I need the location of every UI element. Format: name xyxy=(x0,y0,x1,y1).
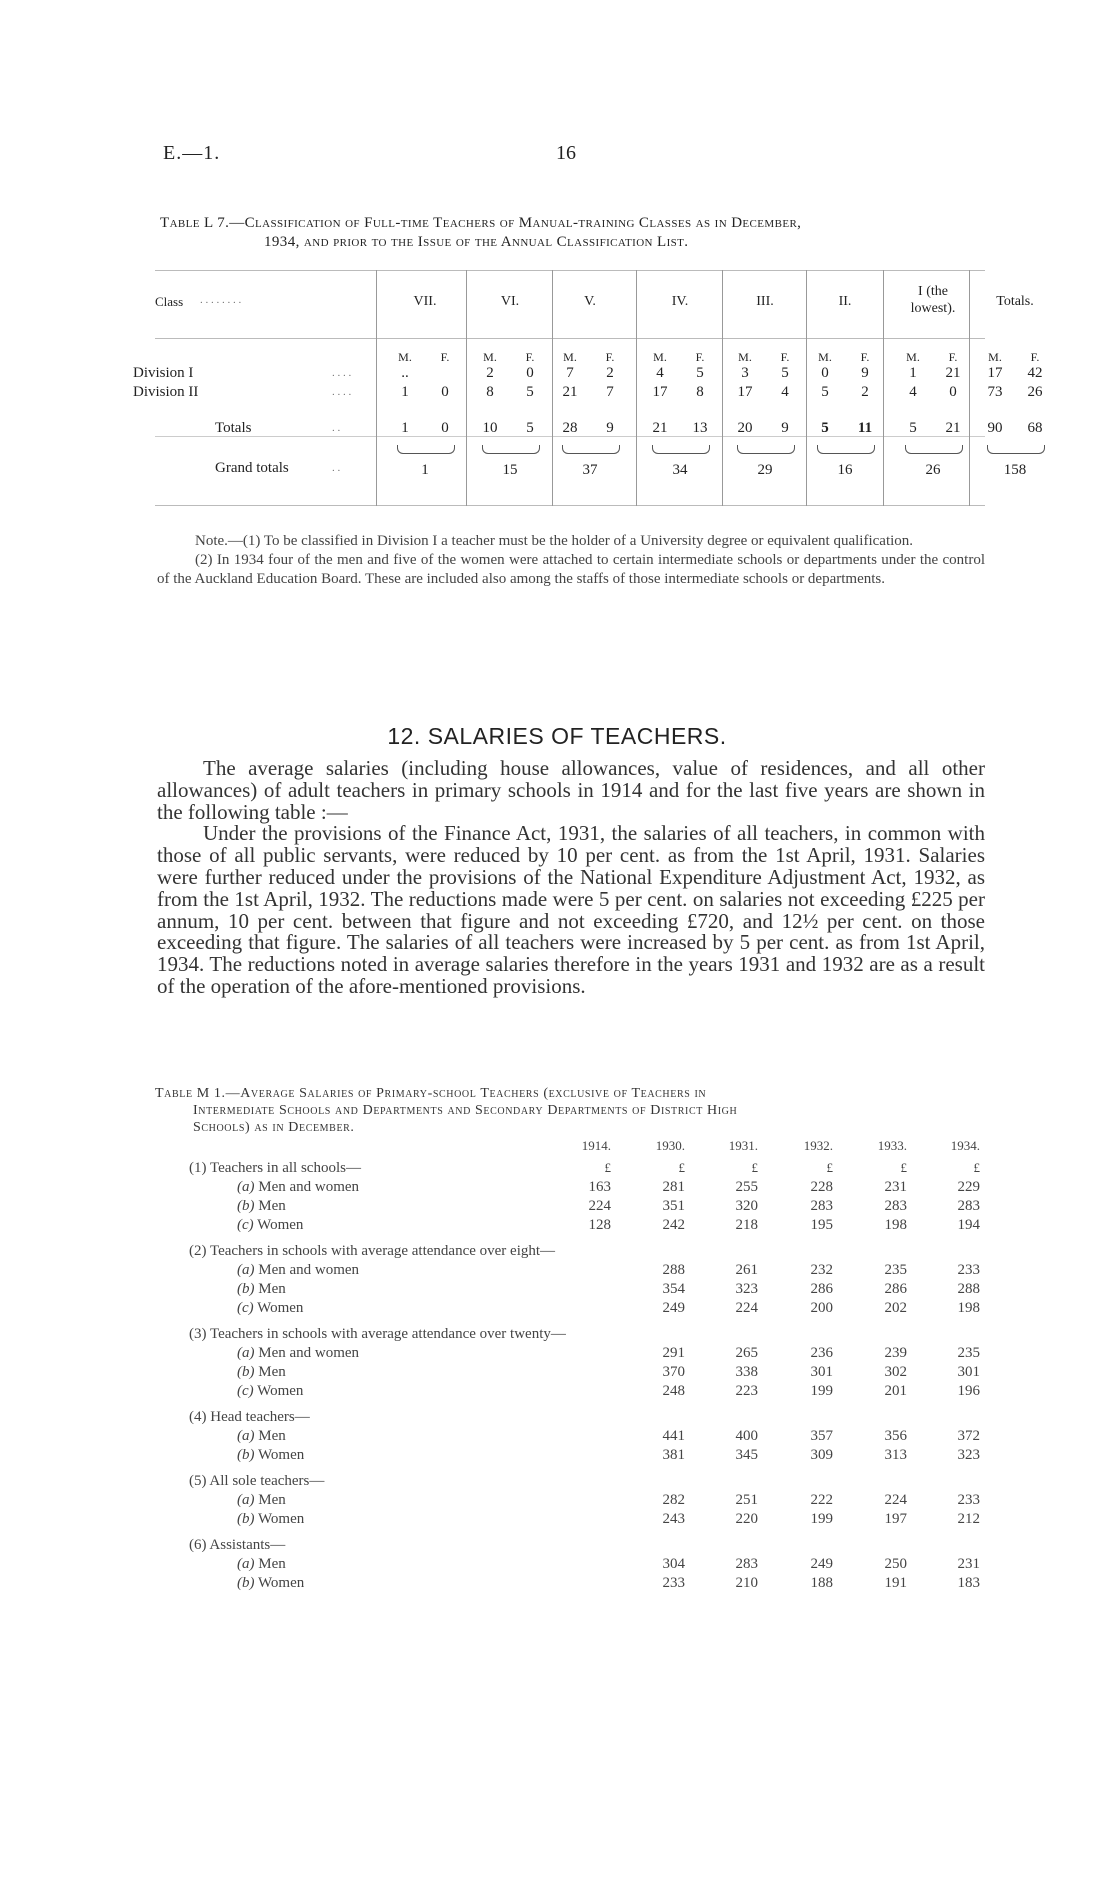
row-letter: (b) xyxy=(237,1447,255,1463)
column-divider xyxy=(636,270,637,506)
salary-value: 232 xyxy=(810,1262,833,1278)
currency-symbol: £ xyxy=(826,1160,833,1175)
salary-value: 163 xyxy=(588,1179,611,1195)
table-cell: 13 xyxy=(692,420,708,436)
year-header: 1934. xyxy=(950,1138,980,1153)
salary-value: 261 xyxy=(735,1262,758,1278)
row-label: Division I xyxy=(133,365,194,381)
row-letter: (b) xyxy=(237,1364,255,1380)
salary-value: 288 xyxy=(957,1281,980,1297)
column-header-continued: lowest). xyxy=(910,301,956,316)
column-header: IV. xyxy=(671,294,689,309)
row-letter: (a) xyxy=(237,1345,255,1361)
grand-total-cell: 34 xyxy=(672,462,688,478)
section-title: 12. SALARIES OF TEACHERS. xyxy=(387,723,727,749)
year-header: 1930. xyxy=(655,1138,685,1153)
salary-value: 212 xyxy=(957,1511,980,1527)
salary-value: 128 xyxy=(588,1217,611,1233)
year-header: 1933. xyxy=(877,1138,907,1153)
grouping-brace xyxy=(482,445,540,454)
salary-value: 323 xyxy=(735,1281,758,1297)
table-cell: 17 xyxy=(987,365,1003,381)
salary-value: 286 xyxy=(884,1281,907,1297)
salary-value: 338 xyxy=(735,1364,758,1380)
currency-symbol: £ xyxy=(604,1160,611,1175)
table-m1-title-line3: Schools) as in December. xyxy=(193,1120,355,1135)
salary-value: 198 xyxy=(957,1300,980,1316)
column-header: III. xyxy=(756,294,774,309)
salary-value: 301 xyxy=(810,1364,833,1380)
salary-value: 251 xyxy=(735,1492,758,1508)
salary-value: 320 xyxy=(735,1198,758,1214)
salary-value: 370 xyxy=(662,1364,685,1380)
column-divider xyxy=(883,270,884,506)
year-header: 1914. xyxy=(581,1138,611,1153)
column-header: VI. xyxy=(500,294,520,309)
table-cell: 3 xyxy=(741,365,749,381)
salary-value: 239 xyxy=(884,1345,907,1361)
mf-label-male: M. xyxy=(738,350,752,364)
table-cell: 8 xyxy=(696,384,704,400)
group-heading: (6) Assistants— xyxy=(189,1537,286,1553)
table-l7-title-line2: 1934, and prior to the Issue of the Annual Classification List. xyxy=(264,234,689,250)
row-dots: . . xyxy=(332,422,341,434)
salary-value: 345 xyxy=(735,1447,758,1463)
mf-label-male: M. xyxy=(398,350,412,364)
row-letter: (a) xyxy=(237,1262,255,1278)
table-m1-title-line2: Intermediate Schools and Departments and Secondary Departments of District High xyxy=(193,1103,738,1118)
salary-value: 291 xyxy=(662,1345,685,1361)
salary-value: 354 xyxy=(662,1281,685,1297)
salary-value: 441 xyxy=(662,1428,685,1444)
grand-total-cell: 15 xyxy=(502,462,518,478)
salary-value: 235 xyxy=(884,1262,907,1278)
table-cell: 5 xyxy=(696,365,704,381)
salary-value: 183 xyxy=(957,1575,980,1591)
table-cell: 21 xyxy=(652,420,668,436)
table-cell: 2 xyxy=(486,365,494,381)
salary-value: 195 xyxy=(810,1217,833,1233)
table-cell: 68 xyxy=(1027,420,1043,436)
column-header: II. xyxy=(838,294,852,309)
column-header: VII. xyxy=(413,294,437,309)
salary-row-label: (c) Women xyxy=(237,1300,304,1316)
salary-row-label: (a) Men xyxy=(237,1492,286,1508)
group-heading: (4) Head teachers— xyxy=(189,1409,310,1425)
salary-value: 233 xyxy=(957,1492,980,1508)
row-label: Division II xyxy=(133,384,199,400)
salary-value: 250 xyxy=(884,1556,907,1572)
table-cell: 9 xyxy=(606,420,614,436)
salary-value: 235 xyxy=(957,1345,980,1361)
column-header: V. xyxy=(584,294,596,309)
document-reference: E.—1. xyxy=(163,142,221,164)
table-cell: 17 xyxy=(652,384,668,400)
currency-symbol: £ xyxy=(751,1160,758,1175)
salary-value: 236 xyxy=(810,1345,833,1361)
grand-totals-dots: . . xyxy=(332,462,341,474)
table-l7-note xyxy=(157,532,985,589)
table-cell: 28 xyxy=(562,420,578,436)
salary-value: 233 xyxy=(662,1575,685,1591)
table-cell: 0 xyxy=(821,365,829,381)
salary-row-label: (a) Men and women xyxy=(237,1345,360,1361)
table-m1-title-line1: Table M 1.—Average Salaries of Primary-school Teachers (exclusive of Teachers in xyxy=(155,1086,707,1101)
mf-label-male: M. xyxy=(988,350,1002,364)
table-cell: 42 xyxy=(1027,365,1043,381)
group-heading: (5) All sole teachers— xyxy=(189,1473,325,1489)
salary-row-label: (a) Men xyxy=(237,1556,286,1572)
group-heading: (3) Teachers in schools with average attendance over twenty— xyxy=(189,1326,566,1342)
table-cell: 0 xyxy=(526,365,534,381)
row-letter: (a) xyxy=(237,1556,255,1572)
salary-value: 309 xyxy=(810,1447,833,1463)
table-cell: 17 xyxy=(737,384,753,400)
table-cell: 4 xyxy=(656,365,664,381)
salary-value: 381 xyxy=(662,1447,685,1463)
salary-value: 304 xyxy=(662,1556,685,1572)
group-heading: (2) Teachers in schools with average attendance over eight— xyxy=(189,1243,556,1259)
salary-value: 220 xyxy=(735,1511,758,1527)
table-cell: 7 xyxy=(566,365,574,381)
salary-row-label: (c) Women xyxy=(237,1383,304,1399)
grand-totals-label: Grand totals xyxy=(215,460,289,476)
body-paragraph-1: The average salaries (including house allowances, value of residences, and all other allowances) of adult teachers in primary schools in 1914 and for the last five years are shown in the following table :— xyxy=(157,756,985,824)
salary-value: 194 xyxy=(957,1217,980,1233)
column-divider xyxy=(376,270,377,506)
salary-row-label: (a) Men and women xyxy=(237,1179,360,1195)
salary-value: 210 xyxy=(735,1575,758,1591)
salary-value: 229 xyxy=(957,1179,980,1195)
salary-row-label: (b) Men xyxy=(237,1198,286,1214)
grouping-brace xyxy=(397,445,455,454)
salary-value: 281 xyxy=(662,1179,685,1195)
table-cell: 8 xyxy=(486,384,494,400)
note-paragraph-2: (2) In 1934 four of the men and five of the women were attached to certain intermediate schools or departments under the control of the Auckland Education Board. These are included also among the staffs of those intermediate schools or departments. xyxy=(157,552,985,587)
grand-total-cell: 16 xyxy=(837,462,853,478)
mf-label-male: M. xyxy=(563,350,577,364)
row-letter: (a) xyxy=(237,1492,255,1508)
table-cell: 1 xyxy=(401,420,409,436)
salary-value: 200 xyxy=(810,1300,833,1316)
salary-row-label: (b) Men xyxy=(237,1364,286,1380)
salary-value: 199 xyxy=(810,1383,833,1399)
body-paragraph-2: Under the provisions of the Finance Act, 1931, the salaries of all teachers, in common with those of all public servants, were reduced by 10 per cent. as from the 1st April, 1931. Salaries were further reduced under the provisions of the National Expenditure Adjustment Act, 1932, as from the 1st April, 1932. The reductions made were 5 per cent. on salaries not exceeding £225 per annum, 10 per cent. between that figure and not exceeding £720, and 12½ per cent. on those exceeding that figure. The salaries of all teachers were increased by 5 per cent. as from 1st April, 1934. The reductions noted in average salaries therefore in the years 1931 and 1932 are as a result of the operation of the afore-mentioned provisions. xyxy=(157,821,985,998)
salary-value: 228 xyxy=(810,1179,833,1195)
grand-total-cell: 29 xyxy=(757,462,773,478)
salary-value: 222 xyxy=(810,1492,833,1508)
salary-row-label: (b) Men xyxy=(237,1281,286,1297)
row-letter: (b) xyxy=(237,1575,255,1591)
salary-value: 197 xyxy=(884,1511,907,1527)
table-cell: 5 xyxy=(909,420,917,436)
salary-value: 243 xyxy=(662,1511,685,1527)
grouping-brace xyxy=(652,445,710,454)
page-number: 16 xyxy=(556,142,576,164)
table-cell: 2 xyxy=(861,384,869,400)
salary-value: 202 xyxy=(884,1300,907,1316)
table-cell: 21 xyxy=(945,420,961,436)
salary-value: 301 xyxy=(957,1364,980,1380)
grand-total-cell: 1 xyxy=(421,462,429,478)
grouping-brace xyxy=(987,445,1045,454)
table-cell: 0 xyxy=(949,384,957,400)
table-cell: 11 xyxy=(857,420,873,436)
salary-value: 323 xyxy=(957,1447,980,1463)
column-header: I (the xyxy=(918,284,948,299)
currency-symbol: £ xyxy=(678,1160,685,1175)
table-cell: 2 xyxy=(606,365,614,381)
table-cell: 4 xyxy=(781,384,789,400)
salary-row-label: (a) Men and women xyxy=(237,1262,360,1278)
table-l7-title xyxy=(160,214,980,252)
table-cell: 1 xyxy=(909,365,917,381)
grouping-brace xyxy=(737,445,795,454)
mf-label-female: F. xyxy=(780,350,790,364)
grand-total-cell: 37 xyxy=(582,462,598,478)
column-divider xyxy=(466,270,467,506)
grouping-brace xyxy=(817,445,875,454)
table-cell: 4 xyxy=(909,384,917,400)
salary-value: 249 xyxy=(810,1556,833,1572)
table-cell: 5 xyxy=(821,384,829,400)
table-cell: 5 xyxy=(781,365,789,381)
salary-value: 242 xyxy=(662,1217,685,1233)
mf-label-female: F. xyxy=(948,350,958,364)
row-letter: (b) xyxy=(237,1511,255,1527)
salary-value: 356 xyxy=(884,1428,907,1444)
salary-value: 313 xyxy=(884,1447,907,1463)
table-m1-title xyxy=(155,1085,985,1136)
grand-total-cell: 26 xyxy=(925,462,941,478)
table-cell: 5 xyxy=(526,384,534,400)
salary-value: 283 xyxy=(957,1198,980,1214)
column-divider xyxy=(552,270,553,506)
row-letter: (c) xyxy=(237,1300,254,1316)
table-m1 xyxy=(155,1138,985,1658)
table-cell: 10 xyxy=(482,420,498,436)
grouping-brace xyxy=(562,445,620,454)
mf-label-female: F. xyxy=(605,350,615,364)
row-letter: (a) xyxy=(237,1428,255,1444)
salary-value: 351 xyxy=(662,1198,685,1214)
table-cell: 0 xyxy=(441,420,449,436)
mf-label-female: F. xyxy=(695,350,705,364)
salary-value: 201 xyxy=(884,1383,907,1399)
mf-label-male: M. xyxy=(483,350,497,364)
table-cell: 21 xyxy=(562,384,578,400)
column-divider xyxy=(806,270,807,506)
mf-label-male: M. xyxy=(653,350,667,364)
currency-symbol: £ xyxy=(973,1160,980,1175)
currency-symbol: £ xyxy=(900,1160,907,1175)
salary-value: 283 xyxy=(884,1198,907,1214)
row-dots: . . . . xyxy=(332,367,352,379)
mf-label-female: F. xyxy=(525,350,535,364)
salary-value: 249 xyxy=(662,1300,685,1316)
column-divider xyxy=(722,270,723,506)
row-dots: . . . . xyxy=(332,386,352,398)
salary-value: 223 xyxy=(735,1383,758,1399)
year-header: 1932. xyxy=(803,1138,833,1153)
group-heading: (1) Teachers in all schools— xyxy=(189,1160,361,1176)
salary-value: 248 xyxy=(662,1383,685,1399)
salary-value: 265 xyxy=(735,1345,758,1361)
row-label: Totals xyxy=(215,420,252,436)
salary-value: 191 xyxy=(884,1575,907,1591)
mf-label-female: F. xyxy=(860,350,870,364)
salary-value: 372 xyxy=(957,1428,980,1444)
mf-label-female: F. xyxy=(440,350,450,364)
salary-value: 400 xyxy=(735,1428,758,1444)
salary-value: 283 xyxy=(810,1198,833,1214)
salary-value: 199 xyxy=(810,1511,833,1527)
salary-value: 198 xyxy=(884,1217,907,1233)
table-cell: 20 xyxy=(737,420,753,436)
class-label: Class xyxy=(155,294,184,309)
table-cell: 0 xyxy=(441,384,449,400)
table-cell: 90 xyxy=(987,420,1003,436)
column-divider xyxy=(969,270,970,506)
salary-value: 283 xyxy=(735,1556,758,1572)
salary-row-label: (c) Women xyxy=(237,1217,304,1233)
table-cell: 9 xyxy=(861,365,869,381)
mf-label-male: M. xyxy=(906,350,920,364)
table-cell: .. xyxy=(401,365,409,381)
salary-value: 231 xyxy=(957,1556,980,1572)
mf-label-female: F. xyxy=(1030,350,1040,364)
salary-value: 218 xyxy=(735,1217,758,1233)
salary-row-label: (b) Women xyxy=(237,1511,305,1527)
row-letter: (c) xyxy=(237,1217,254,1233)
salary-value: 282 xyxy=(662,1492,685,1508)
salary-value: 302 xyxy=(884,1364,907,1380)
table-cell: 5 xyxy=(526,420,534,436)
salary-value: 357 xyxy=(810,1428,833,1444)
row-letter: (b) xyxy=(237,1281,255,1297)
salary-value: 288 xyxy=(662,1262,685,1278)
table-cell: 7 xyxy=(606,384,614,400)
table-cell: 26 xyxy=(1027,384,1043,400)
table-l7-title-line1: Table L 7.—Classification of Full-time Teachers of Manual-training Classes as in December, xyxy=(160,215,802,231)
row-letter: (c) xyxy=(237,1383,254,1399)
table-cell: 73 xyxy=(987,384,1003,400)
grouping-brace xyxy=(905,445,963,454)
table-l7 xyxy=(133,270,1043,506)
grand-total-cell: 158 xyxy=(1003,462,1027,478)
salary-value: 224 xyxy=(735,1300,758,1316)
salary-row-label: (b) Women xyxy=(237,1575,305,1591)
salary-value: 188 xyxy=(810,1575,833,1591)
salary-value: 196 xyxy=(957,1383,980,1399)
note-paragraph-1: Note.—(1) To be classified in Division I a teacher must be the holder of a University degree or equivalent qualification. xyxy=(195,533,914,549)
salary-row-label: (b) Women xyxy=(237,1447,305,1463)
table-cell: 5 xyxy=(821,420,829,436)
mf-label-male: M. xyxy=(818,350,832,364)
salary-value: 224 xyxy=(588,1198,611,1214)
year-header: 1931. xyxy=(728,1138,758,1153)
table-cell: 1 xyxy=(401,384,409,400)
salary-value: 231 xyxy=(884,1179,907,1195)
salary-row-label: (a) Men xyxy=(237,1428,286,1444)
salary-value: 224 xyxy=(884,1492,907,1508)
class-dots: . . . . . . . . xyxy=(200,294,242,306)
column-header: Totals. xyxy=(996,294,1034,309)
table-cell: 9 xyxy=(781,420,789,436)
table-cell: 21 xyxy=(945,365,961,381)
row-letter: (a) xyxy=(237,1179,255,1195)
salary-value: 233 xyxy=(957,1262,980,1278)
row-letter: (b) xyxy=(237,1198,255,1214)
salary-value: 255 xyxy=(735,1179,758,1195)
section-body xyxy=(157,758,985,998)
salary-value: 286 xyxy=(810,1281,833,1297)
